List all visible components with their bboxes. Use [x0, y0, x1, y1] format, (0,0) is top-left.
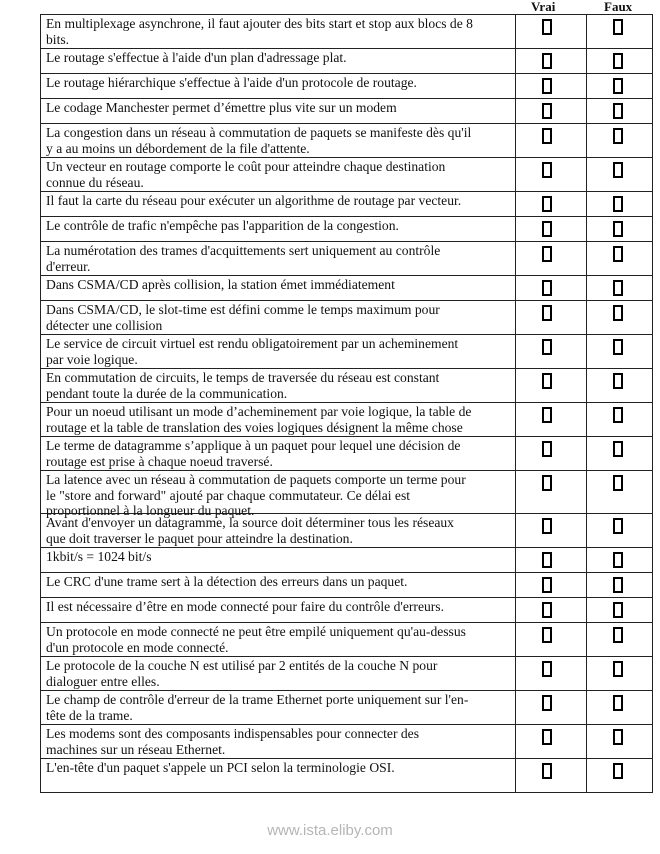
false-checkbox[interactable]: [613, 763, 623, 779]
question-row: [41, 369, 653, 403]
false-checkbox[interactable]: [613, 695, 623, 711]
false-checkbox[interactable]: [613, 246, 623, 262]
column-divider-1: [515, 14, 516, 793]
column-divider-3: [652, 14, 653, 793]
false-column-label: Faux: [604, 0, 633, 14]
question-text: [46, 692, 516, 723]
question-line: Il faut la carte du réseau pour exécuter un algorithme de routage par vecteur.: [46, 193, 462, 208]
question-row: [41, 548, 653, 573]
false-checkbox[interactable]: [613, 729, 623, 745]
true-checkbox[interactable]: [542, 407, 552, 423]
false-checkbox[interactable]: [613, 162, 623, 178]
false-checkbox[interactable]: [613, 627, 623, 643]
false-checkbox[interactable]: [613, 103, 623, 119]
true-checkbox[interactable]: [542, 78, 552, 94]
question-line: par voie logique.: [46, 351, 138, 367]
question-line: Dans CSMA/CD après collision, la station émet immédiatement: [46, 277, 395, 292]
true-checkbox[interactable]: [542, 763, 552, 779]
false-checkbox[interactable]: [613, 475, 623, 491]
question-line: Un vecteur en routage comporte le coût pour atteindre chaque destination: [46, 159, 446, 174]
question-line: Le terme de datagramme s’applique à un paquet pour lequel une décision de: [46, 438, 461, 453]
true-checkbox[interactable]: [542, 305, 552, 321]
question-line: Le codage Manchester permet d’émettre plus vite sur un modem: [46, 100, 397, 115]
question-row: [41, 657, 653, 691]
false-checkbox[interactable]: [613, 196, 623, 212]
question-line: routage et la table de translation des voies logiques désignent la même chose: [46, 419, 463, 435]
question-row: [41, 725, 653, 759]
true-checkbox[interactable]: [542, 695, 552, 711]
question-row: [41, 192, 653, 217]
question-line: Un protocole en mode connecté ne peut être empilé uniquement qu'au-dessus: [46, 624, 466, 639]
question-text: [46, 515, 516, 546]
true-checkbox[interactable]: [542, 661, 552, 677]
false-checkbox[interactable]: [613, 339, 623, 355]
question-text: [46, 658, 516, 689]
false-checkbox[interactable]: [613, 305, 623, 321]
question-line: le "store and forward" ajouté par chaque commutateur. Ce délai est: [46, 487, 411, 503]
question-line: Le routage hiérarchique s'effectue à l'aide d'un protocole de routage.: [46, 75, 417, 90]
question-text: [46, 75, 516, 91]
question-line: tête de la trame.: [46, 707, 133, 723]
question-row: [41, 124, 653, 158]
question-text: [46, 302, 516, 333]
question-row: [41, 471, 653, 518]
question-text: [46, 599, 516, 615]
question-line: En commutation de circuits, le temps de traversée du réseau est constant: [46, 370, 440, 385]
question-line: Le CRC d'une trame sert à la détection des erreurs dans un paquet.: [46, 574, 408, 589]
true-checkbox[interactable]: [542, 196, 552, 212]
question-text: [46, 549, 516, 565]
question-row: [41, 403, 653, 437]
column-divider-2: [586, 14, 587, 793]
true-checkbox[interactable]: [542, 162, 552, 178]
question-row: [41, 437, 653, 471]
question-row: [41, 759, 653, 793]
false-checkbox[interactable]: [613, 661, 623, 677]
question-row: [41, 217, 653, 242]
question-line: Le protocole de la couche N est utilisé par 2 entités de la couche N pour: [46, 658, 438, 673]
question-row: [41, 242, 653, 276]
question-row: [41, 514, 653, 548]
true-checkbox[interactable]: [542, 19, 552, 35]
question-line: détecter une collision: [46, 317, 163, 333]
false-checkbox[interactable]: [613, 373, 623, 389]
false-checkbox[interactable]: [613, 53, 623, 69]
true-checkbox[interactable]: [542, 246, 552, 262]
question-text: [46, 404, 516, 435]
question-text: [46, 243, 516, 274]
question-text: [46, 193, 516, 209]
question-line: dialoguer entre elles.: [46, 673, 160, 689]
question-text: [46, 336, 516, 367]
true-checkbox[interactable]: [542, 441, 552, 457]
question-row: [41, 158, 653, 192]
true-checkbox[interactable]: [542, 128, 552, 144]
true-checkbox[interactable]: [542, 103, 552, 119]
false-checkbox[interactable]: [613, 552, 623, 568]
true-checkbox[interactable]: [542, 339, 552, 355]
column-header: [0, 0, 660, 14]
question-row: [41, 276, 653, 301]
question-text: [46, 277, 516, 293]
question-line: Avant d'envoyer un datagramme, la source doit déterminer tous les réseaux: [46, 515, 454, 530]
question-text: [46, 760, 516, 776]
true-checkbox[interactable]: [542, 475, 552, 491]
false-checkbox[interactable]: [613, 602, 623, 618]
question-row: [41, 598, 653, 623]
question-line: que doit traverser le paquet pour atteindre la destination.: [46, 530, 353, 546]
question-line: Le contrôle de trafic n'empêche pas l'apparition de la congestion.: [46, 218, 399, 233]
false-checkbox[interactable]: [613, 78, 623, 94]
question-row: [41, 74, 653, 99]
question-line: bits.: [46, 31, 70, 47]
false-checkbox[interactable]: [613, 441, 623, 457]
true-column-label: Vrai: [531, 0, 556, 14]
question-text: [46, 438, 516, 469]
question-text: [46, 218, 516, 234]
true-checkbox[interactable]: [542, 280, 552, 296]
false-checkbox[interactable]: [613, 221, 623, 237]
true-checkbox[interactable]: [542, 53, 552, 69]
true-checkbox[interactable]: [542, 373, 552, 389]
question-line: La congestion dans un réseau à commutation de paquets se manifeste dès qu'il: [46, 125, 472, 140]
question-line: proportionnel à la longueur du paquet.: [46, 503, 255, 518]
footer-watermark: www.ista.eliby.com: [267, 822, 393, 839]
question-line: routage est prise à chaque noeud traversé.: [46, 453, 273, 469]
question-row: [41, 623, 653, 657]
question-line: d'un protocole en mode connecté.: [46, 639, 229, 655]
question-row: [41, 49, 653, 74]
question-row: [41, 335, 653, 369]
true-false-table: [40, 14, 653, 793]
question-text: [46, 50, 516, 66]
question-text: [46, 16, 516, 47]
question-line: L'en-tête d'un paquet s'appele un PCI selon la terminologie OSI.: [46, 760, 395, 775]
question-text: [46, 125, 516, 156]
question-row: [41, 573, 653, 598]
question-line: y a au moins un débordement de la file d'attente.: [46, 140, 310, 156]
question-text: [46, 159, 516, 190]
question-line: Le service de circuit virtuel est rendu obligatoirement par un acheminement: [46, 336, 459, 351]
question-line: Il est nécessaire d’être en mode connecté pour faire du contrôle d'erreurs.: [46, 599, 444, 614]
question-row: [41, 301, 653, 335]
question-text: [46, 472, 516, 519]
question-line: En multiplexage asynchrone, il faut ajouter des bits start et stop aux blocs de 8: [46, 16, 473, 31]
question-text: [46, 726, 516, 757]
question-line: d'erreur.: [46, 258, 91, 274]
question-line: La latence avec un réseau à commutation de paquets comporte un terme pour: [46, 472, 466, 487]
question-line: connue du réseau.: [46, 174, 144, 190]
false-checkbox[interactable]: [613, 19, 623, 35]
question-line: Dans CSMA/CD, le slot-time est défini comme le temps maximum pour: [46, 302, 440, 317]
false-checkbox[interactable]: [613, 577, 623, 593]
question-row: [41, 691, 653, 725]
true-checkbox[interactable]: [542, 552, 552, 568]
question-line: 1kbit/s = 1024 bit/s: [46, 549, 152, 564]
question-line: machines sur un réseau Ethernet.: [46, 741, 226, 757]
true-checkbox[interactable]: [542, 602, 552, 618]
question-line: Les modems sont des composants indispensables pour connecter des: [46, 726, 419, 741]
true-checkbox[interactable]: [542, 577, 552, 593]
false-checkbox[interactable]: [613, 518, 623, 534]
question-row: [41, 15, 653, 49]
false-checkbox[interactable]: [613, 407, 623, 423]
true-checkbox[interactable]: [542, 627, 552, 643]
question-line: Le champ de contrôle d'erreur de la trame Ethernet porte uniquement sur l'en-: [46, 692, 469, 707]
false-checkbox[interactable]: [613, 128, 623, 144]
true-checkbox[interactable]: [542, 729, 552, 745]
question-row: [41, 99, 653, 124]
question-line: Le routage s'effectue à l'aide d'un plan d'adressage plat.: [46, 50, 347, 65]
false-checkbox[interactable]: [613, 280, 623, 296]
question-text: [46, 574, 516, 590]
true-checkbox[interactable]: [542, 221, 552, 237]
question-text: [46, 100, 516, 116]
question-line: La numérotation des trames d'acquittements sert uniquement au contrôle: [46, 243, 441, 258]
question-line: Pour un noeud utilisant un mode d’acheminement par voie logique, la table de: [46, 404, 472, 419]
question-text: [46, 370, 516, 401]
question-line: pendant toute la durée de la communication.: [46, 385, 288, 401]
true-checkbox[interactable]: [542, 518, 552, 534]
question-text: [46, 624, 516, 655]
